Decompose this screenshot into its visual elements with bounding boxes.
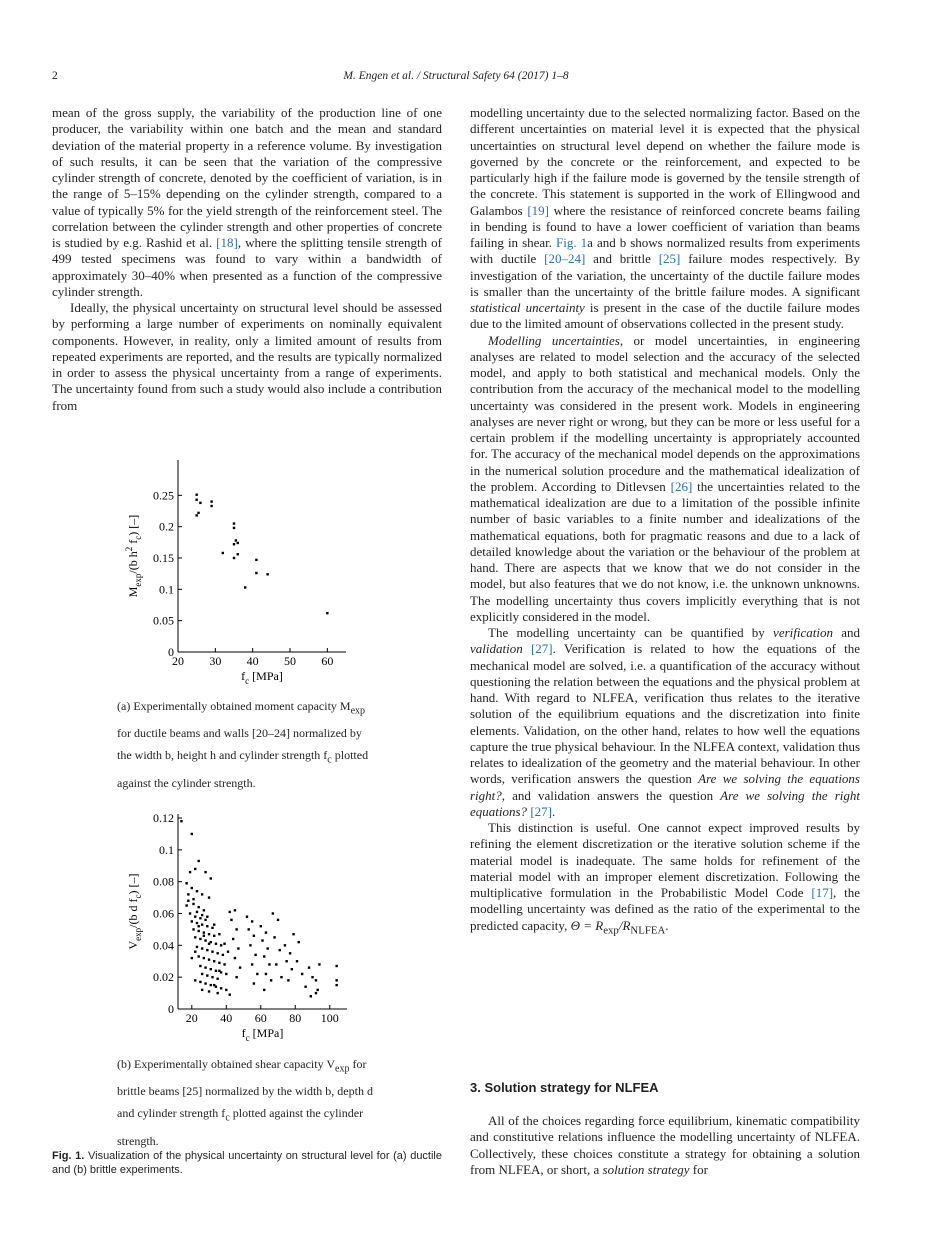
data-point (213, 960, 215, 962)
data-point (275, 963, 277, 965)
data-point (335, 965, 337, 967)
data-point (206, 949, 208, 951)
citation-link[interactable]: [26] (670, 478, 693, 494)
y-tick-label: 0.02 (153, 970, 174, 985)
data-point (191, 887, 193, 889)
data-point (234, 957, 236, 959)
data-point (292, 933, 294, 935)
data-point (196, 922, 198, 924)
data-point (255, 572, 257, 574)
data-point (210, 968, 212, 970)
data-point (315, 979, 317, 981)
y-tick-label: 0.12 (153, 811, 174, 825)
data-point (222, 552, 224, 554)
data-point (215, 970, 217, 972)
data-point (197, 955, 199, 957)
data-point (218, 933, 220, 935)
y-tick-label: 0.08 (153, 874, 174, 889)
paragraph: modelling uncertainty due to the selected normalizing factor. Based on the different uncertainties on material level it is expected that the physical uncertainties on structural level depend on whether the failure mode is governed by the concrete or the reinforcement, and expected to be particularly high if the failure mode is governed by the tensile strength of the concrete. This statement is supported in the work of Ellingwood and Galambos [19] where the resistance of reinforced concrete beams failing in bending is found to have a lower coefficient of variation than beams failing in shear. Fig. 1a and b shows normalized results from experiments with ductile [20–24] and brittle [25] failure modes respectively. By investigation of the variation, the uncertainty of the ductile failure modes is smaller than the uncertainty of the brittle failure modes. A significant statistical uncertainty is present in the case of the ductile failure modes due to the limited amount of observations collected in the present study. (470, 105, 861, 332)
data-point (192, 898, 194, 900)
data-point (233, 522, 235, 524)
data-point (255, 559, 257, 561)
data-point (210, 500, 212, 502)
data-point (298, 941, 300, 943)
data-point (265, 973, 267, 975)
data-point (270, 979, 272, 981)
x-tick-label: 20 (185, 1011, 198, 1025)
data-point (234, 909, 236, 911)
citation-link[interactable]: [27] (530, 641, 553, 657)
y-tick-label: 0.25 (153, 488, 174, 503)
data-point (251, 963, 253, 965)
y-tick-label: 0.1 (159, 582, 174, 597)
data-point (335, 979, 337, 981)
data-point (296, 960, 298, 962)
data-point (208, 896, 210, 898)
data-point (239, 966, 241, 968)
data-point (237, 947, 239, 949)
data-point (185, 904, 187, 906)
citation-link[interactable]: [25] (658, 251, 681, 267)
data-point (216, 992, 218, 994)
journal-reference: M. Engen et al. / Structural Safety 64 (2017) 1–8 (343, 70, 569, 82)
data-point (204, 919, 206, 921)
data-point (201, 947, 203, 949)
data-point (279, 949, 281, 951)
data-point (284, 944, 286, 946)
citation-link[interactable]: [17] (811, 885, 834, 900)
data-point (215, 943, 217, 945)
data-point (229, 911, 231, 913)
data-point (210, 505, 212, 507)
data-point (196, 946, 198, 948)
data-point (194, 915, 196, 917)
data-point (291, 968, 293, 970)
data-point (189, 871, 191, 873)
paragraph: The modelling uncertainty can be quantified by verification and validation [27]. Verification is related to how the equations of the mechanical model are solved, i.e. a quantification of the accuracy without questioning the relation between the equations and the physical problem at hand. With regard to NLFEA, verification thus relates to the iterative solution of the equilibrium equations and the discretization into finite elements. Validation, on the other hand, relates to how well the equations capture the true physical behaviour. In the NLFEA context, validation thus relates to idealization of the geometry and the material behaviour. In other words, verification answers the question Are we solving the equations right?, and validation answers the question Are we solving the right equations? [27]. (470, 625, 861, 819)
data-point (218, 962, 220, 964)
data-point (203, 935, 205, 937)
data-point (196, 890, 198, 892)
data-point (210, 877, 212, 879)
data-point (199, 965, 201, 967)
paragraph: mean of the gross supply, the variability of the production line of one producer, the variability within one batch and the mean and standard deviation of the material property in a reference volume. By investigation of such results, it can be seen that the variation of the compressive cylinder strength of concrete, denoted by the coefficient of variation, is in the range of 5–15% depending on the cylinder strength, compared to a value of typically 5% for the yield strength of the reinforcement steel. The correlation between the cylinder strength and other properties of concrete is studied by e.g. Rashid et al. [18], where the splitting tensile strength of 499 tested specimens was found to vary within a bandwidth of approximately 30–40% when presented as a function of the compressive cylinder strength. (52, 105, 443, 299)
plot-a-area (124, 460, 346, 686)
data-point (227, 951, 229, 953)
data-point (308, 966, 310, 968)
section-text (470, 1113, 860, 1178)
data-point (218, 970, 220, 972)
data-point (197, 930, 199, 932)
data-point (254, 954, 256, 956)
data-point (206, 974, 208, 976)
data-point (191, 920, 193, 922)
figure-caption: Fig. 1. Visualization of the physical uncertainty on structural level for (a) ductile and (b) brittle experiments. (52, 1150, 442, 1176)
data-point (287, 979, 289, 981)
data-point (265, 931, 267, 933)
data-point (280, 976, 282, 978)
data-point (197, 925, 199, 927)
data-point (335, 984, 337, 986)
figure-1a-scatter (115, 455, 360, 690)
data-point (197, 860, 199, 862)
running-header (52, 70, 860, 88)
data-point (199, 502, 201, 504)
data-point (204, 871, 206, 873)
data-point (208, 943, 210, 945)
x-tick-label: 60 (321, 654, 334, 668)
data-point (233, 543, 235, 545)
data-point (251, 920, 253, 922)
data-point (199, 917, 201, 919)
data-point (310, 995, 312, 997)
data-point (233, 557, 235, 559)
x-axis-label: $f_c$ [MPa] (241, 669, 283, 686)
data-point (266, 573, 268, 575)
data-point (289, 952, 291, 954)
y-tick-label: 0.2 (159, 519, 174, 534)
figure-1b-scatter (115, 810, 360, 1050)
data-point (197, 906, 199, 908)
data-point (256, 973, 258, 975)
data-point (203, 957, 205, 959)
data-point (213, 935, 215, 937)
data-point (249, 944, 251, 946)
data-point (225, 989, 227, 991)
data-point (273, 936, 275, 938)
data-point (263, 989, 265, 991)
paragraph: This distinction is useful. One cannot expect improved results by refining the element discretization or the iterative solution scheme if the material model is inadequate. The same holds for refinement of the material model with an improper element discretization. Following the multiplicative formulation in the Probabilistic Model Code [17], the modelling uncertainty was defined as the ratio of the experimental to the predicted capacity, $\Theta = R_{exp}/R_{NLFEA}$. (470, 820, 860, 937)
y-tick-label: 0.05 (153, 613, 174, 628)
data-point (268, 963, 270, 965)
data-point (263, 955, 265, 957)
data-point (201, 973, 203, 975)
data-point (326, 612, 328, 614)
y-tick-label: 0.06 (153, 906, 174, 921)
data-point (304, 986, 306, 988)
data-point (261, 939, 263, 941)
data-point (220, 944, 222, 946)
x-tick-label: 60 (254, 1011, 267, 1025)
data-point (201, 893, 203, 895)
data-point (204, 982, 206, 984)
y-axis-label: $V_{exp}/(b$ d $f_c$) [–] (126, 873, 143, 950)
data-point (204, 939, 206, 941)
data-point (266, 947, 268, 949)
data-point (208, 990, 210, 992)
data-point (216, 952, 218, 954)
x-tick-label: 30 (209, 654, 222, 668)
data-point (192, 928, 194, 930)
citation-link[interactable]: [27] (530, 803, 552, 819)
data-point (253, 982, 255, 984)
data-point (187, 893, 189, 895)
data-point (220, 987, 222, 989)
data-point (248, 928, 250, 930)
subcaption-b: (b) Experimentally obtained shear capacity $V_{exp}$ for brittle beams [25] normalized by the width b, depth d and cylinder strength $f_c$ plotted against the cylinder strength. (117, 1057, 373, 1148)
y-tick-label: 0.1 (159, 842, 174, 857)
data-point (235, 539, 237, 541)
subcaption-a: (a) Experimentally obtained moment capacity $M_{exp}$ for ductile beams and walls [20–24] normalized by the width b, height h and cylinder strength $f_c$ plotted against the cylinder strength. (117, 699, 369, 790)
figure-link[interactable]: Fig. 1 (556, 235, 588, 250)
data-point (244, 586, 246, 588)
data-point (311, 976, 313, 978)
data-point (208, 958, 210, 960)
citation-link[interactable]: [20–24] (544, 251, 586, 267)
x-tick-label: 80 (289, 1011, 302, 1025)
data-point (195, 494, 197, 496)
x-tick-label: 20 (172, 654, 184, 668)
data-point (316, 989, 318, 991)
data-point (223, 943, 225, 945)
data-point (197, 512, 199, 514)
data-point (301, 973, 303, 975)
data-point (213, 984, 215, 986)
data-point (272, 912, 274, 914)
data-point (260, 925, 262, 927)
left-column (52, 105, 442, 414)
data-point (232, 938, 234, 940)
data-point (223, 963, 225, 965)
data-point (230, 919, 232, 921)
data-point (285, 960, 287, 962)
data-point (201, 914, 203, 916)
data-point (229, 993, 231, 995)
data-point (189, 912, 191, 914)
paragraph: Modelling uncertainties, or model uncertainties, in engineering analyses are related to model selection and the accuracy of the selected model, and apply to both statistical and mechanical models. Only the contribution from the accuracy of the mechanical model to the modelling uncertainty was considered in the present work. Models in engineering analyses are never right or wrong, but they can be more or less useful for a certain problem if the modelling uncertainty is appropriately accounted for. The accuracy of the mechanical model depends on the approximations in the numerical solution procedure and the mathematical idealization of the problem. According to Ditlevsen [26] the uncertainties related to the mathematical idealization are due to a limitation of the possible infinite number of basic variables to a finite number and idealizations of the mathematical equations, both for pragmatic reasons and due to a lack of detailed knowledge about the variation or the behaviour of the problem at hand. There are aspects that we know that we do not consider in the model, but also features that we do not know, i.e. the unknown unknowns. The modelling uncertainty thus covers implicitly everything that is not explicitly considered in the model. (470, 332, 860, 624)
data-point (201, 989, 203, 991)
data-point (203, 909, 205, 911)
data-point (246, 915, 248, 917)
paragraph: Ideally, the physical uncertainty on structural level should be assessed by performing a large number of experiments on nominally equivalent components. However, in reality, only a limited amount of results from repeated experiments are reported, and the results are typically normalized in order to assess the physical uncertainty from a range of experiments. The uncertainty found from such a study would also include a contribution from (52, 300, 442, 413)
data-point (315, 992, 317, 994)
data-point (206, 915, 208, 917)
data-point (318, 963, 320, 965)
section-heading: 3. Solution strategy for NLFEA (470, 1080, 659, 1095)
y-tick-label: 0.04 (153, 938, 174, 953)
x-tick-label: 40 (220, 1011, 233, 1025)
data-point (196, 911, 198, 913)
data-point (194, 979, 196, 981)
data-point (203, 931, 205, 933)
data-point (185, 882, 187, 884)
data-point (211, 976, 213, 978)
x-tick-label: 40 (246, 654, 259, 668)
page-number: 2 (52, 70, 58, 82)
y-axis-label: $M_{exp}/(b$ $h^2$ $f_c$) [–] (124, 514, 143, 598)
data-point (191, 957, 193, 959)
data-point (195, 514, 197, 516)
data-point (235, 928, 237, 930)
data-point (235, 976, 237, 978)
data-point (222, 954, 224, 956)
data-point (208, 933, 210, 935)
data-point (201, 923, 203, 925)
citation-link[interactable]: [18] (216, 235, 238, 250)
paragraph: All of the choices regarding force equilibrium, kinematic compatibility and constitutive relations influence the modelling uncertainty of NLFEA. Collectively, these choices constitute a strategy for obtaining a solution from NLFEA, or short, a solution strategy for (470, 1113, 860, 1177)
x-tick-label: 50 (284, 654, 296, 668)
data-point (237, 553, 239, 555)
data-point (194, 868, 196, 870)
data-point (225, 973, 227, 975)
data-point (199, 981, 201, 983)
data-point (211, 927, 213, 929)
right-column (470, 105, 860, 938)
data-point (206, 925, 208, 927)
x-tick-label: 100 (320, 1011, 339, 1025)
citation-link[interactable]: [19] (527, 202, 549, 218)
data-point (210, 984, 212, 986)
x-axis-label: $f_c$ [MPa] (241, 1026, 284, 1043)
data-point (253, 935, 255, 937)
y-tick-label: 0 (168, 1002, 174, 1016)
plot-b-area (126, 811, 347, 1043)
data-point (194, 951, 196, 953)
data-point (180, 820, 182, 822)
data-point (233, 527, 235, 529)
data-point (194, 936, 196, 938)
y-tick-label: 0 (168, 645, 174, 659)
data-point (199, 938, 201, 940)
data-point (216, 978, 218, 980)
data-point (192, 903, 194, 905)
figure-label: Fig. 1. (52, 1150, 85, 1162)
data-point (195, 499, 197, 501)
y-tick-label: 0.15 (153, 551, 174, 565)
data-point (204, 966, 206, 968)
data-point (237, 542, 239, 544)
data-point (191, 833, 193, 835)
data-point (213, 923, 215, 925)
data-point (211, 951, 213, 953)
data-point (277, 919, 279, 921)
data-point (187, 900, 189, 902)
